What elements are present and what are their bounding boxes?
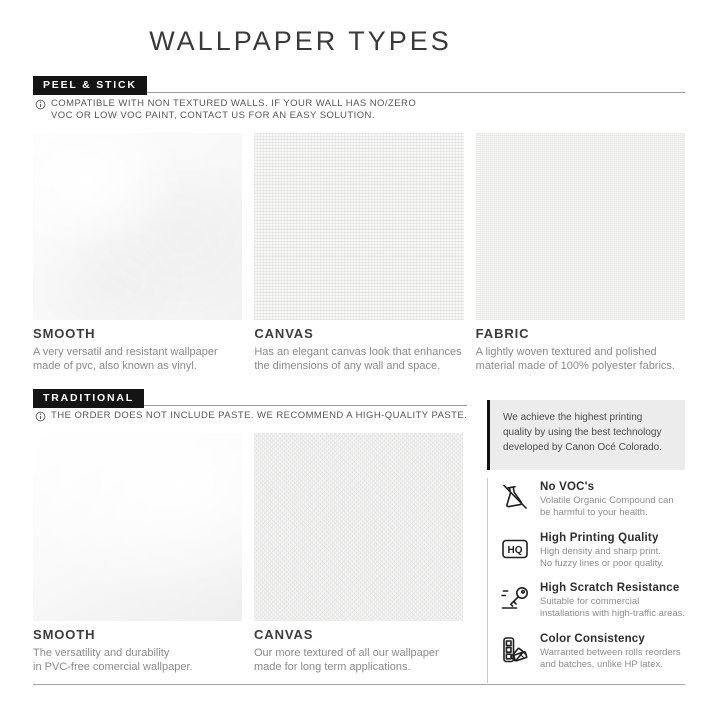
caption-smooth-traditional [33, 627, 242, 674]
swatch-desc-line: made of pvc, also known as vinyl. [33, 359, 197, 372]
swatch-title: CANVAS [254, 326, 314, 341]
feature-desc-line: Volatile Organic Compound can [540, 495, 674, 506]
feature-no-voc [499, 481, 685, 520]
swatch-title: FABRIC [475, 326, 530, 341]
swatch-desc-line: Has an elegant canvas look that enhances [254, 346, 462, 358]
feature-color-consistency [499, 633, 685, 672]
feature-high-printing-quality [499, 532, 685, 571]
swatch-canvas-grain [254, 433, 463, 621]
color-swatches-icon [499, 634, 531, 666]
swatch-title: SMOOTH [33, 326, 96, 341]
swatch-desc-line: material made of 100% polyester fabrics. [475, 359, 675, 372]
page-title: WALLPAPER TYPES [149, 26, 452, 56]
swatch-title: CANVAS [254, 627, 314, 642]
callout-line: developed by Canon Océ Colorado. [503, 441, 662, 453]
feature-desc-line: installations with high-traffic areas. [540, 608, 686, 620]
feature-title: Color Consistency [540, 632, 646, 645]
info-icon [35, 411, 46, 422]
swatch-desc-line: A lightly woven textured and polished [475, 346, 657, 358]
traditional-note [35, 410, 467, 422]
swatch-smooth-vinyl [33, 133, 242, 320]
swatch-row-peel-stick [33, 133, 685, 320]
note-line: THE ORDER DOES NOT INCLUDE PASTE. WE RECOMMEND A HIGH-QUALITY PASTE. [51, 410, 468, 421]
caption-canvas [254, 326, 463, 373]
feature-desc-line: High density and sharp print. [540, 545, 661, 557]
hq-icon-label: HQ [507, 544, 523, 556]
callout-line: quality by using the best technology [503, 426, 662, 438]
swatch-fabric [476, 133, 685, 320]
hq-print-icon [499, 533, 531, 565]
swatch-desc-line: in PVC-free comercial wallpaper. [33, 660, 193, 673]
swatch-title: SMOOTH [33, 627, 96, 642]
callout-line: We achieve the highest printing [503, 412, 643, 423]
caption-smooth [33, 326, 242, 373]
caption-row-traditional [33, 627, 463, 674]
info-icon [35, 99, 46, 110]
feature-desc-line: and batches, unlike HP latex. [540, 659, 663, 671]
bottom-divider [33, 684, 685, 685]
swatch-desc-line: the dimensions of any wall and space. [254, 359, 441, 372]
feature-title: High Printing Quality [540, 531, 659, 544]
note-line: COMPATIBLE WITH NON TEXTURED WALLS. IF YOUR WALL HAS NO/ZERO [51, 98, 417, 109]
features-list [487, 478, 685, 683]
feature-high-scratch-resistance [499, 582, 685, 621]
swatch-desc-line: made for long term applications. [254, 660, 411, 673]
swatch-desc-line: Our more textured of all our wallpaper [254, 647, 439, 659]
feature-desc-line: be harmful to your health. [540, 507, 648, 519]
scratch-key-icon [499, 583, 531, 615]
caption-canvas-traditional [254, 627, 463, 674]
swatch-desc-line: A very versatil and resistant wallpaper [33, 346, 218, 358]
feature-title: No VOC's [540, 481, 595, 493]
section-badge-traditional: TRADITIONAL [33, 389, 144, 408]
printing-quality-callout [487, 400, 685, 470]
feature-desc-line: No fuzzy lines or poor quality. [540, 557, 664, 569]
note-line: VOC OR LOW VOC PAINT, CONTACT US FOR AN EASY SOLUTION. [51, 109, 375, 121]
peel-stick-note [35, 98, 416, 121]
section-badge-peel-stick: PEEL & STICK [33, 76, 147, 95]
caption-fabric [476, 326, 685, 373]
caption-row-peel-stick [33, 326, 685, 373]
swatch-desc-line: The versatility and durability [33, 647, 170, 659]
feature-title: High Scratch Resistance [540, 582, 680, 595]
no-voc-flask-icon [499, 482, 531, 514]
swatch-row-traditional [33, 433, 463, 621]
swatch-canvas-weave [254, 133, 463, 320]
feature-desc-line: Suitable for commercial [540, 596, 640, 608]
feature-desc-line: Warranted between rolls reorders [540, 646, 681, 658]
swatch-smooth-matte [33, 433, 242, 621]
